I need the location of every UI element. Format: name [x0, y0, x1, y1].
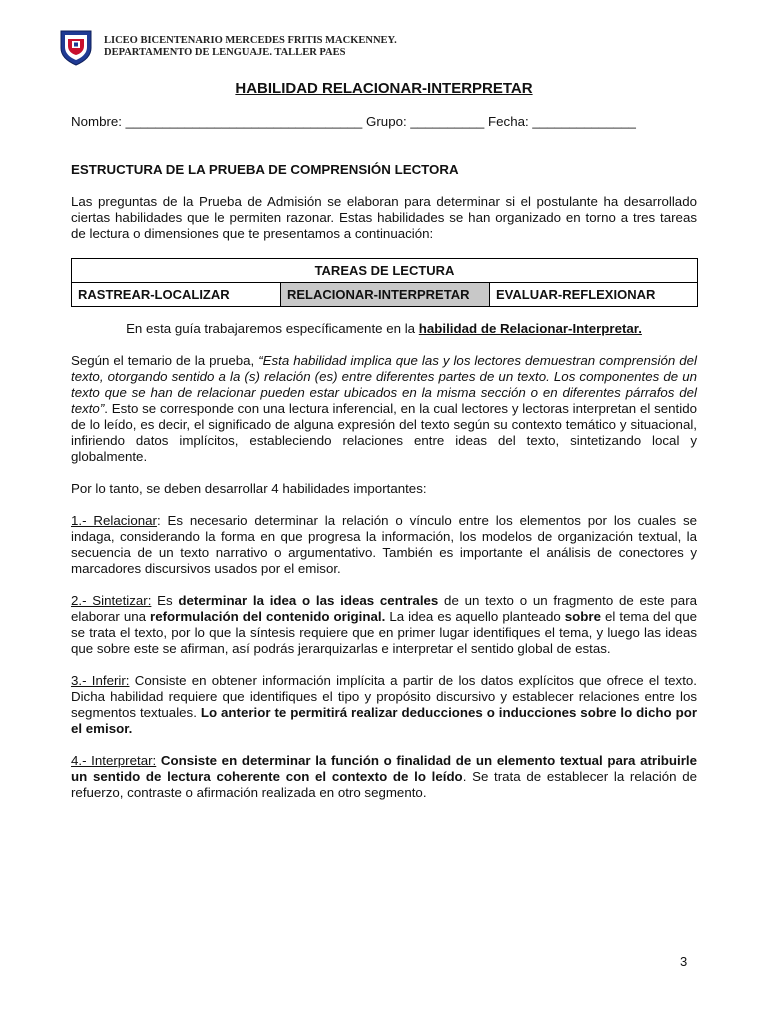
task-cell-rastrear: RASTREAR-LOCALIZAR [72, 283, 281, 307]
skill-inferir [71, 673, 697, 737]
skill-text: Es [151, 593, 179, 608]
table-header: TAREAS DE LECTURA [72, 259, 698, 283]
skill-text: : Es necesario determinar la relación o vínculo entre los elementos por los cuales se indaga, considerando la forma en que progresa la información, los modelos de organización textual, la secuencia de un texto narrativo o argumentativo. También es importante el análisis de conectores y marcadores discursivos usados por el emisor. [71, 513, 697, 576]
skill-emphasis: sobre [564, 609, 601, 624]
page-title: HABILIDAD RELACIONAR-INTERPRETAR [235, 80, 533, 97]
skill-emphasis: Lo anterior te permitirá realizar deducciones o inducciones sobre lo dicho por el emisor. [71, 705, 697, 736]
skill-emphasis: Consiste en determinar la función o finalidad de un elemento textual para atribuirle un sentido de lectura coherente con el contexto de lo leído [71, 753, 697, 784]
skill-text: . Se trata de establecer la relación de refuerzo, contraste o afirmación realizada en otro segmento. [71, 769, 697, 800]
skill-label: 2.- Sintetizar: [71, 593, 152, 608]
skill-text: Consiste en obtener información implícita a partir de los datos explícitos que ofrece el texto. Dicha habilidad requiere que identifiques el tipo y propósito discursivo y establecer relaciones entre los segmentos textuales. [71, 673, 697, 720]
section-heading: ESTRUCTURA DE LA PRUEBA DE COMPRENSIÓN LECTORA [71, 162, 459, 177]
temario-quote: “Esta habilidad implica que las y los lectores demuestran comprensión del texto, otorgando sentido a la (s) relación (es) entre diferentes partes de un texto. Los componentes de un texto que se han de relacionar pueden estar ubicados en la misma sección o en diferentes párrafos del texto” [71, 353, 697, 416]
skills-lead: Por lo tanto, se deben desarrollar 4 habilidades importantes: [71, 481, 427, 496]
school-shield-icon [58, 28, 94, 66]
reading-tasks-table [71, 258, 698, 307]
temario-intro: Según el temario de la prueba, [71, 353, 259, 368]
task-cell-evaluar: EVALUAR-REFLEXIONAR [490, 283, 698, 307]
skill-text: el tema del que se trata el texto, por lo que la síntesis requiere que en primer lugar identifiques el tema, y luego las ideas que sobre este se afirman, así podrás jerarquizarlas e interpretar el sentido global de estas. [71, 609, 697, 656]
task-cell-relacionar: RELACIONAR-INTERPRETAR [281, 283, 490, 307]
skill-label: 3.- Inferir: [71, 673, 130, 688]
nombre-field: Nombre: ________________________________ [71, 114, 363, 129]
guide-focus-emphasis: habilidad de Relacionar-Interpretar. [418, 321, 642, 336]
temario-paragraph [71, 353, 697, 465]
intro-paragraph: Las preguntas de la Prueba de Admisión se elaboran para determinar si el postulante ha desarrollado ciertas habilidades que le permiten razonar. Estas habilidades se han organizado en torno a tres tareas de lectura o dimensiones que te presentamos a continuación: [71, 194, 697, 241]
page-number: 3 [680, 954, 688, 969]
skill-emphasis: reformulación del contenido original. [150, 609, 386, 624]
skill-sintetizar [71, 593, 697, 657]
school-line-2: DEPARTAMENTO DE LENGUAJE. TALLER PAES [104, 47, 346, 58]
skill-label: 4.- Interpretar: [71, 753, 157, 768]
fecha-field: Fecha: ______________ [488, 114, 636, 129]
temario-explanation: . Esto se corresponde con una lectura inferencial, en la cual lectores y lectoras interpretan el sentido de lo leído, es decir, el significado de alguna expresión del texto según su contexto temático y situacional, infiriendo datos implícitos, estableciendo relaciones entre ideas del texto, sintetizando local y globalmente. [71, 401, 697, 464]
guide-focus-line [71, 321, 697, 337]
letterhead [58, 28, 397, 66]
school-name [104, 35, 397, 59]
skill-label: 1.- Relacionar [71, 513, 157, 528]
skill-text: de un texto o un fragmento de este para elaborar una [71, 593, 698, 624]
skill-text: La idea es aquello planteado [385, 609, 565, 624]
skill-interpretar [71, 753, 697, 801]
document-body [71, 114, 697, 801]
grupo-field: Grupo: __________ [366, 114, 485, 129]
guide-focus-text: En esta guía trabajaremos específicamente en la [126, 321, 419, 336]
skill-emphasis: determinar la idea o las ideas centrales [178, 593, 439, 608]
school-line-1: LICEO BICENTENARIO MERCEDES FRITIS MACKENNEY. [104, 35, 397, 46]
student-form-line [71, 114, 697, 130]
skill-relacionar [71, 513, 697, 577]
